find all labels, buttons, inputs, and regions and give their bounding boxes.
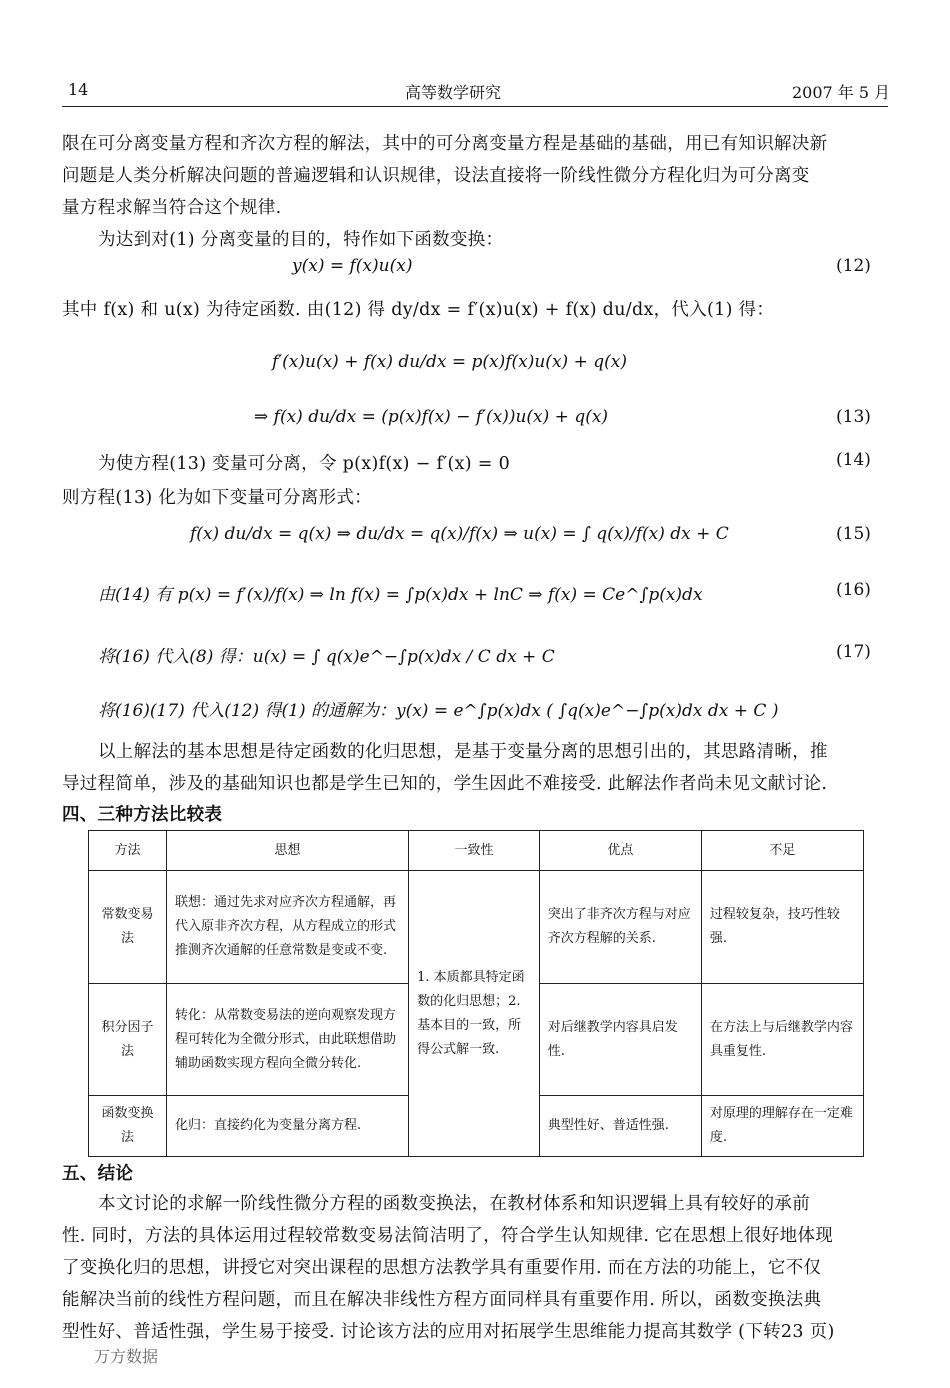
para3: 其中 f(x) 和 u(x) 为待定函数. 由(12) 得 dy/dx = f′(x)u(x) + f(x) du/dx，代入(1) 得： (62, 300, 775, 320)
equation-number-16: (16) (836, 580, 871, 600)
table-cell-defect: 对原理的理解存在一定难度. (701, 1096, 863, 1157)
table-header: 思想 (167, 831, 409, 871)
equation-12: y(x) = f(x)u(x) (292, 256, 413, 276)
para4: 则方程(13) 化为如下变量可分离形式： (62, 488, 372, 508)
equation-number-14: (14) (836, 450, 871, 470)
equation-14: 为使方程(13) 变量可分离，令 p(x)f(x) − f′(x) = 0 (98, 454, 511, 474)
equation-number-17: (17) (836, 642, 871, 662)
general-solution: 将(16)(17) 代入(12) 得(1) 的通解为：y(x) = e^∫p(x)dx ( ∫q(x)e^−∫p(x)dx dx + C ) (98, 701, 779, 721)
para6-line: 能解决当前的线性方程问题，而且在解决非线性方程方面同样具有重要作用. 所以，函数变换法典 (62, 1290, 822, 1310)
section-heading-5: 五、结论 (62, 1164, 134, 1184)
para5-line: 导过程简单，涉及的基础知识也都是学生已知的，学生因此不难接受. 此解法作者尚未见文献讨论. (62, 774, 828, 794)
page-number: 14 (68, 80, 89, 99)
table-header: 一致性 (409, 831, 540, 871)
equation-17: 将(16) 代入(8) 得：u(x) = ∫ q(x)e^−∫p(x)dx / C dx + C (98, 647, 555, 667)
equation-number-15: (15) (836, 524, 871, 544)
para6-line: 型性好、普适性强，学生易于接受. 讨论该方法的应用对拓展学生思维能力提高其数学 (下转23 页) (62, 1322, 835, 1342)
table-cell-method: 积分因子法 (89, 984, 167, 1096)
table-cell-merit: 典型性好、普适性强. (539, 1096, 701, 1157)
table-cell-method: 函数变换法 (89, 1096, 167, 1157)
para6-line: 了变换化归的思想，讲授它对突出课程的思想方法教学具有重要作用. 而在方法的功能上，它不仅 (62, 1258, 822, 1278)
comparison-table (88, 830, 864, 1157)
equation-number-12: (12) (836, 256, 871, 276)
para6-line: 本文讨论的求解一阶线性微分方程的函数变换法，在教材体系和知识逻辑上具有较好的承前 (98, 1194, 810, 1214)
table-cell-idea: 联想：通过先求对应齐次方程通解，再代入原非齐次方程，从方程成立的形式推测齐次通解的任意常数是变或不变. (167, 871, 409, 984)
table-header: 方法 (89, 831, 167, 871)
table-cell-consistency: 1. 本质都具特定函数的化归思想；2. 基本目的一致，所得公式解一致. (409, 871, 540, 1157)
equation-13: ⇒ f(x) du/dx = (p(x)f(x) − f′(x))u(x) + q(x) (254, 407, 609, 427)
para1-line: 量方程求解当符合这个规律. (62, 198, 282, 218)
equation-15: f(x) du/dx = q(x) ⇒ du/dx = q(x)/f(x) ⇒ u(x) = ∫ q(x)/f(x) dx + C (190, 524, 729, 544)
issue-date: 2007 年 5 月 (792, 83, 891, 102)
journal-title: 高等数学研究 (405, 83, 502, 102)
watermark: 万方数据 (94, 1347, 159, 1366)
table-cell-defect: 在方法上与后继教学内容具重复性. (701, 984, 863, 1096)
table-cell-defect: 过程较复杂，技巧性较强. (701, 871, 863, 984)
para6-line: 性. 同时，方法的具体运用过程较常数变易法简洁明了，符合学生认知规律. 它在思想上很好地体现 (62, 1226, 834, 1246)
table-cell-idea: 化归：直接约化为变量分离方程. (167, 1096, 409, 1157)
equation-intermediate: f′(x)u(x) + f(x) du/dx = p(x)f(x)u(x) + q(x) (272, 352, 627, 372)
para2: 为达到对(1) 分离变量的目的，特作如下函数变换： (98, 230, 504, 250)
para1-line: 限在可分离变量方程和齐次方程的解法，其中的可分离变量方程是基础的基础，用已有知识解决新 (62, 134, 828, 154)
table-cell-idea: 转化：从常数变易法的逆向观察发现方程可转化为全微分形式，由此联想借助辅助函数实现方程向全微分转化. (167, 984, 409, 1096)
table-header: 优点 (539, 831, 701, 871)
header-rule (62, 106, 888, 107)
equation-16: 由(14) 有 p(x) = f′(x)/f(x) ⇒ ln f(x) = ∫p(x)dx + lnC ⇒ f(x) = Ce^∫p(x)dx (98, 585, 703, 605)
para5-line: 以上解法的基本思想是待定函数的化归思想，是基于变量分离的思想引出的，其思路清晰，推 (98, 742, 828, 762)
table-cell-merit: 对后继教学内容具启发性. (539, 984, 701, 1096)
table-row (89, 871, 864, 984)
table-cell-method: 常数变易法 (89, 871, 167, 984)
equation-number-13: (13) (836, 407, 871, 427)
para1-line: 问题是人类分析解决问题的普遍逻辑和认识规律，设法直接将一阶线性微分方程化归为可分离变 (62, 166, 810, 186)
table-cell-merit: 突出了非齐次方程与对应齐次方程解的关系. (539, 871, 701, 984)
table-header: 不足 (701, 831, 863, 871)
section-heading-4: 四、三种方法比较表 (62, 805, 223, 825)
